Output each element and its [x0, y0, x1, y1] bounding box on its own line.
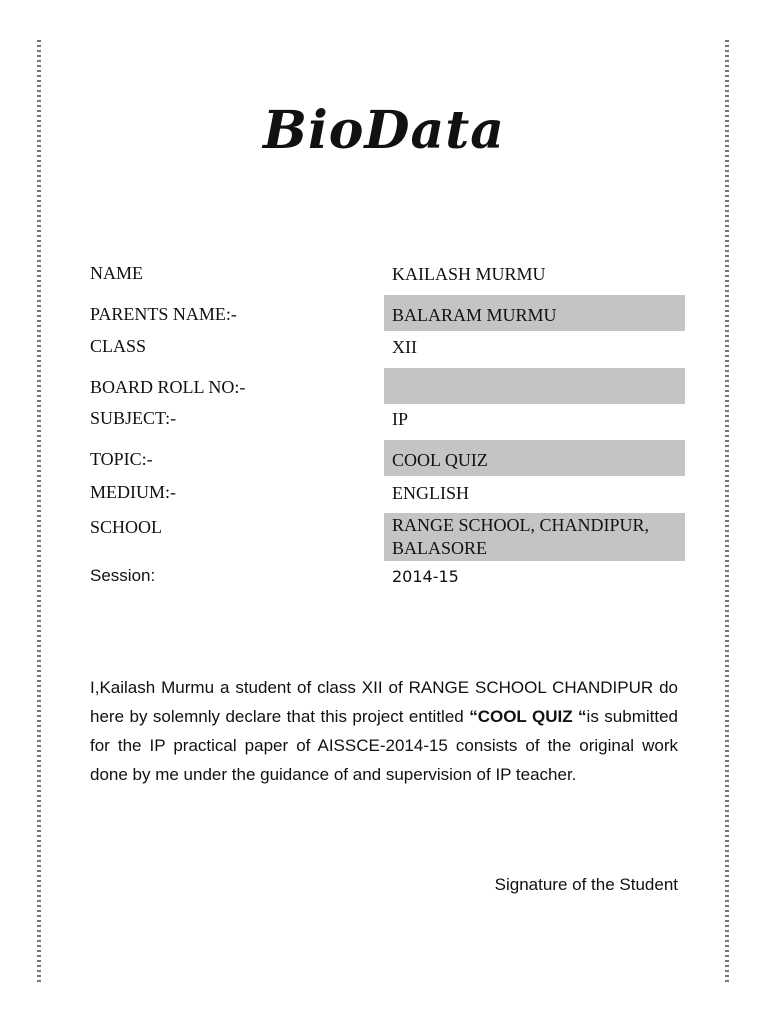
field-value-box [384, 563, 685, 599]
school-line-1: RANGE SCHOOL, CHANDIPUR, [392, 515, 650, 535]
field-value: 2014-15 [392, 567, 459, 586]
field-value: KAILASH MURMU [392, 264, 546, 284]
declaration-text-2: is submitted for the IP practical paper of AISSCE-2014-15 consists of the original work done by me under the guidance of and supervision of IP teacher. [90, 707, 678, 784]
field-label: BOARD ROLL NO:- [90, 377, 246, 397]
field-row-session [90, 563, 686, 599]
field-row-name [90, 254, 686, 290]
declaration-text-1: I,Kailash Murmu a student of class XII of RANGE SCHOOL CHANDIPUR do here by solemnly declare that this project entitled [90, 678, 678, 726]
field-value-box [384, 254, 685, 290]
declaration-paragraph [90, 673, 678, 789]
page-border-left [37, 40, 41, 984]
field-value-box [384, 473, 685, 509]
field-label: SUBJECT:- [90, 408, 177, 428]
field-label: NAME [90, 263, 143, 283]
field-row-parents-name [90, 295, 686, 331]
field-label: CLASS [90, 336, 147, 356]
field-value: BALARAM MURMU [392, 305, 557, 325]
page-border-right [725, 40, 729, 984]
field-row-class [90, 327, 686, 363]
field-value-box [384, 399, 685, 435]
school-line-2: BALASORE [392, 538, 488, 558]
field-value: XII [392, 337, 417, 357]
field-label: SCHOOL [90, 517, 163, 537]
field-row-subject [90, 399, 686, 435]
field-value: COOL QUIZ [392, 450, 488, 470]
field-row-medium [90, 473, 686, 509]
page-title: BioData [263, 100, 505, 161]
field-value [392, 514, 649, 560]
field-label: MEDIUM:- [90, 482, 176, 502]
field-value: IP [392, 409, 409, 429]
field-label: TOPIC:- [90, 449, 153, 469]
field-value-box [384, 295, 685, 331]
field-label: PARENTS NAME:- [90, 304, 237, 324]
field-label: Session: [90, 566, 156, 585]
field-row-topic [90, 440, 686, 476]
field-value-box [384, 513, 685, 561]
field-value-box [384, 440, 685, 476]
field-value-box [384, 327, 685, 363]
project-name: “COOL QUIZ “ [469, 707, 587, 726]
field-row-school [90, 513, 686, 561]
signature-label: Signature of the Student [494, 875, 678, 894]
field-value: ENGLISH [392, 483, 469, 503]
